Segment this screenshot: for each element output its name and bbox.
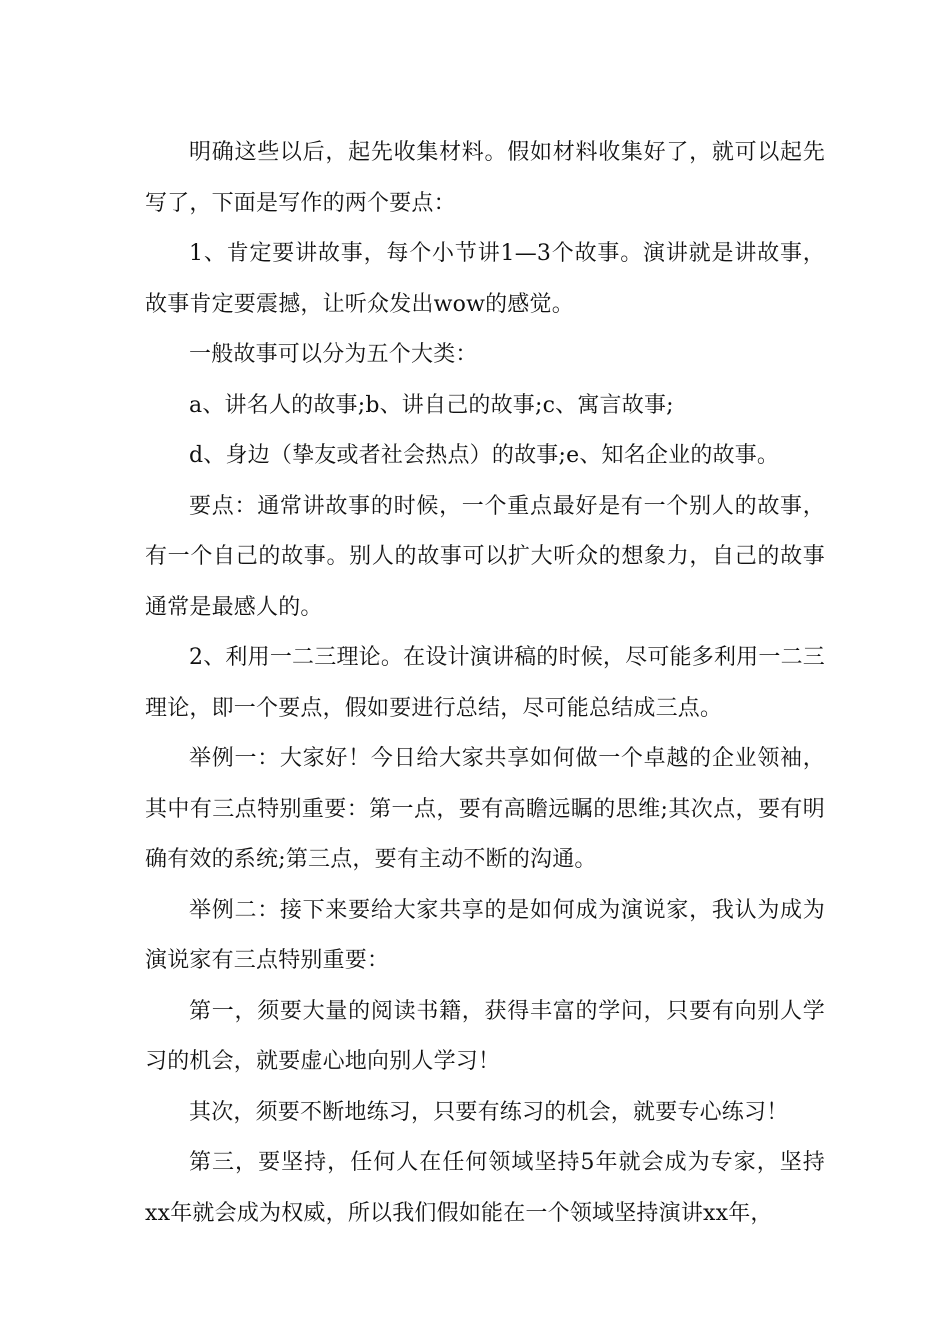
paragraph-4: a、讲名人的故事;b、讲自己的故事;c、寓言故事; bbox=[189, 392, 674, 418]
paragraph-11: 其次，须要不断地练习，只要有练习的机会，就要专心练习！ bbox=[189, 1099, 789, 1125]
paragraph-12: 第三，要坚持，任何人在任何领域坚持5年就会成为专家，坚持xx年就会成为权威，所以我们假如能在一个领域坚持演讲xx年， bbox=[145, 1150, 825, 1226]
document-body bbox=[145, 128, 825, 1239]
paragraph-8: 举例一：大家好！今日给大家共享如何做一个卓越的企业领袖，其中有三点特别重要：第一点，要有高瞻远瞩的思维;其次点，要有明确有效的系统;第三点，要有主动不断的沟通。 bbox=[145, 746, 825, 872]
paragraph-6: 要点：通常讲故事的时候，一个重点最好是有一个别人的故事，有一个自己的故事。别人的故事可以扩大听众的想象力，自己的故事通常是最感人的。 bbox=[145, 493, 825, 620]
paragraph-2: 1、肯定要讲故事，每个小节讲1—3个故事。演讲就是讲故事，故事肯定要震撼，让听众发出wow的感觉。 bbox=[145, 241, 825, 317]
paragraph-7: 2、利用一二三理论。在设计演讲稿的时候，尽可能多利用一二三理论，即一个要点，假如要进行总结，尽可能总结成三点。 bbox=[145, 645, 825, 721]
paragraph-5: d、身边（挚友或者社会热点）的故事;e、知名企业的故事。 bbox=[189, 443, 780, 468]
paragraph-9: 举例二：接下来要给大家共享的是如何成为演说家，我认为成为演说家有三点特别重要： bbox=[145, 897, 825, 973]
paragraph-3: 一般故事可以分为五个大类： bbox=[189, 342, 478, 367]
paragraph-1: 明确这些以后，起先收集材料。假如材料收集好了，就可以起先写了，下面是写作的两个要点： bbox=[145, 140, 825, 216]
paragraph-10: 第一，须要大量的阅读书籍，获得丰富的学问，只要有向别人学习的机会，就要虚心地向别人学习！ bbox=[145, 998, 825, 1074]
